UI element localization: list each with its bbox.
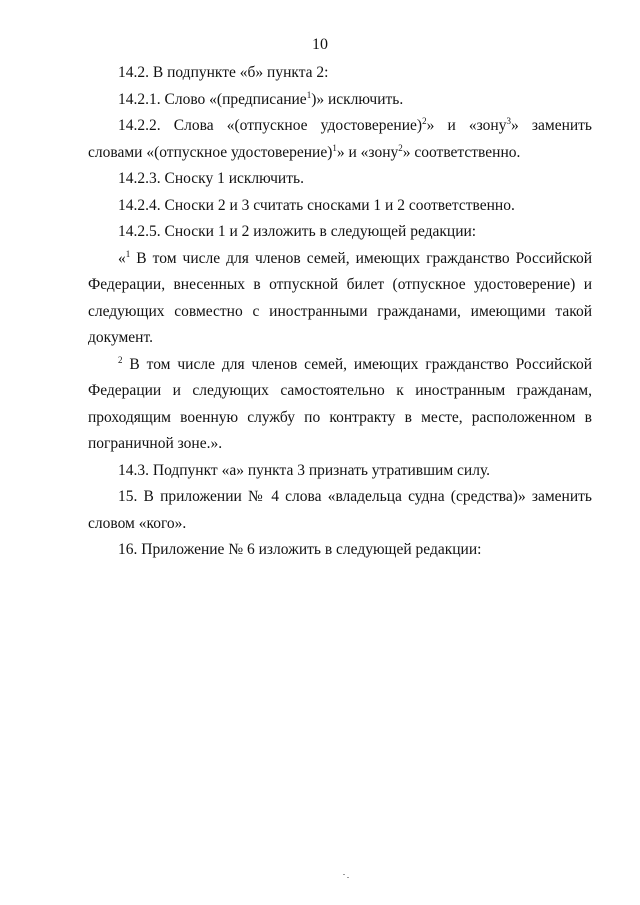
paragraph-text: 14.3. Подпункт «а» пункта 3 признать утратившим силу. bbox=[118, 461, 491, 479]
scan-speck bbox=[347, 877, 349, 878]
paragraph-text: В том числе для членов семей, имеющих гражданство Российской Федерации, внесенных в отпускной билет (отпускное удостоверение) и следующих совместно с иностранными гражданами, имеющими такой документ. bbox=[88, 249, 592, 346]
paragraph-text: 14.2.5. Сноски 1 и 2 изложить в следующей редакции: bbox=[118, 223, 477, 240]
paragraph-15 bbox=[88, 484, 592, 537]
scan-speck bbox=[343, 874, 345, 875]
paragraph-14-2-4 bbox=[88, 193, 592, 220]
paragraph-text: 15. В приложении № 4 слова «владельца судна (средства)» заменить словом «кого». bbox=[88, 488, 592, 532]
paragraph-14-2-2 bbox=[88, 113, 592, 166]
paragraph-text: » и «зону bbox=[336, 143, 399, 161]
paragraph-text: » соответственно. bbox=[402, 143, 521, 161]
paragraph-text: 14.2. В подпункте «б» пункта 2: bbox=[118, 64, 329, 81]
paragraph-text: 14.2.4. Сноски 2 и 3 считать сносками 1 и 2 соответственно. bbox=[118, 196, 515, 214]
paragraph-text: 16. Приложение № 6 изложить в следующей редакции: bbox=[118, 541, 482, 558]
paragraph-text: » заменить словами «(отпускное удостоверение) bbox=[88, 117, 593, 161]
page-number: 10 bbox=[312, 36, 328, 53]
paragraph-16 bbox=[88, 537, 592, 564]
footnote-marker: 2 bbox=[398, 142, 403, 153]
document-body bbox=[88, 60, 592, 564]
footnote-marker: 1 bbox=[306, 89, 312, 100]
paragraph-text: )» исключить. bbox=[311, 90, 404, 108]
paragraph-14-2-1 bbox=[88, 87, 592, 114]
footnote-marker: 1 bbox=[125, 248, 131, 259]
footnote-marker: 2 bbox=[118, 354, 123, 365]
paragraph-text: « bbox=[118, 249, 126, 267]
paragraph-14-3 bbox=[88, 458, 592, 485]
paragraph-text: 14.2.3. Сноску 1 исключить. bbox=[118, 170, 304, 187]
footnote-marker: 2 bbox=[422, 115, 427, 126]
footnote-1-text bbox=[88, 246, 592, 352]
paragraph-text: » и «зону bbox=[426, 117, 507, 134]
paragraph-14-2-5 bbox=[88, 219, 592, 246]
footnote-2-text bbox=[88, 352, 592, 458]
paragraph-text: 14.2.1. Слово «(предписание bbox=[118, 90, 307, 108]
paragraph-14-2-3 bbox=[88, 166, 592, 193]
paragraph-text: В том числе для членов семей, имеющих гражданство Российской Федерации и следующих самостоятельно к иностранным гражданам, проходящим военную службу по контракту в месте, расположенном в пограничной зоне.». bbox=[88, 355, 592, 452]
paragraph-14-2 bbox=[88, 60, 592, 87]
footnote-marker: 3 bbox=[506, 115, 511, 126]
paragraph-text: 14.2.2. Слова «(отпускное удостоверение) bbox=[118, 117, 423, 134]
footnote-marker: 1 bbox=[332, 142, 337, 153]
